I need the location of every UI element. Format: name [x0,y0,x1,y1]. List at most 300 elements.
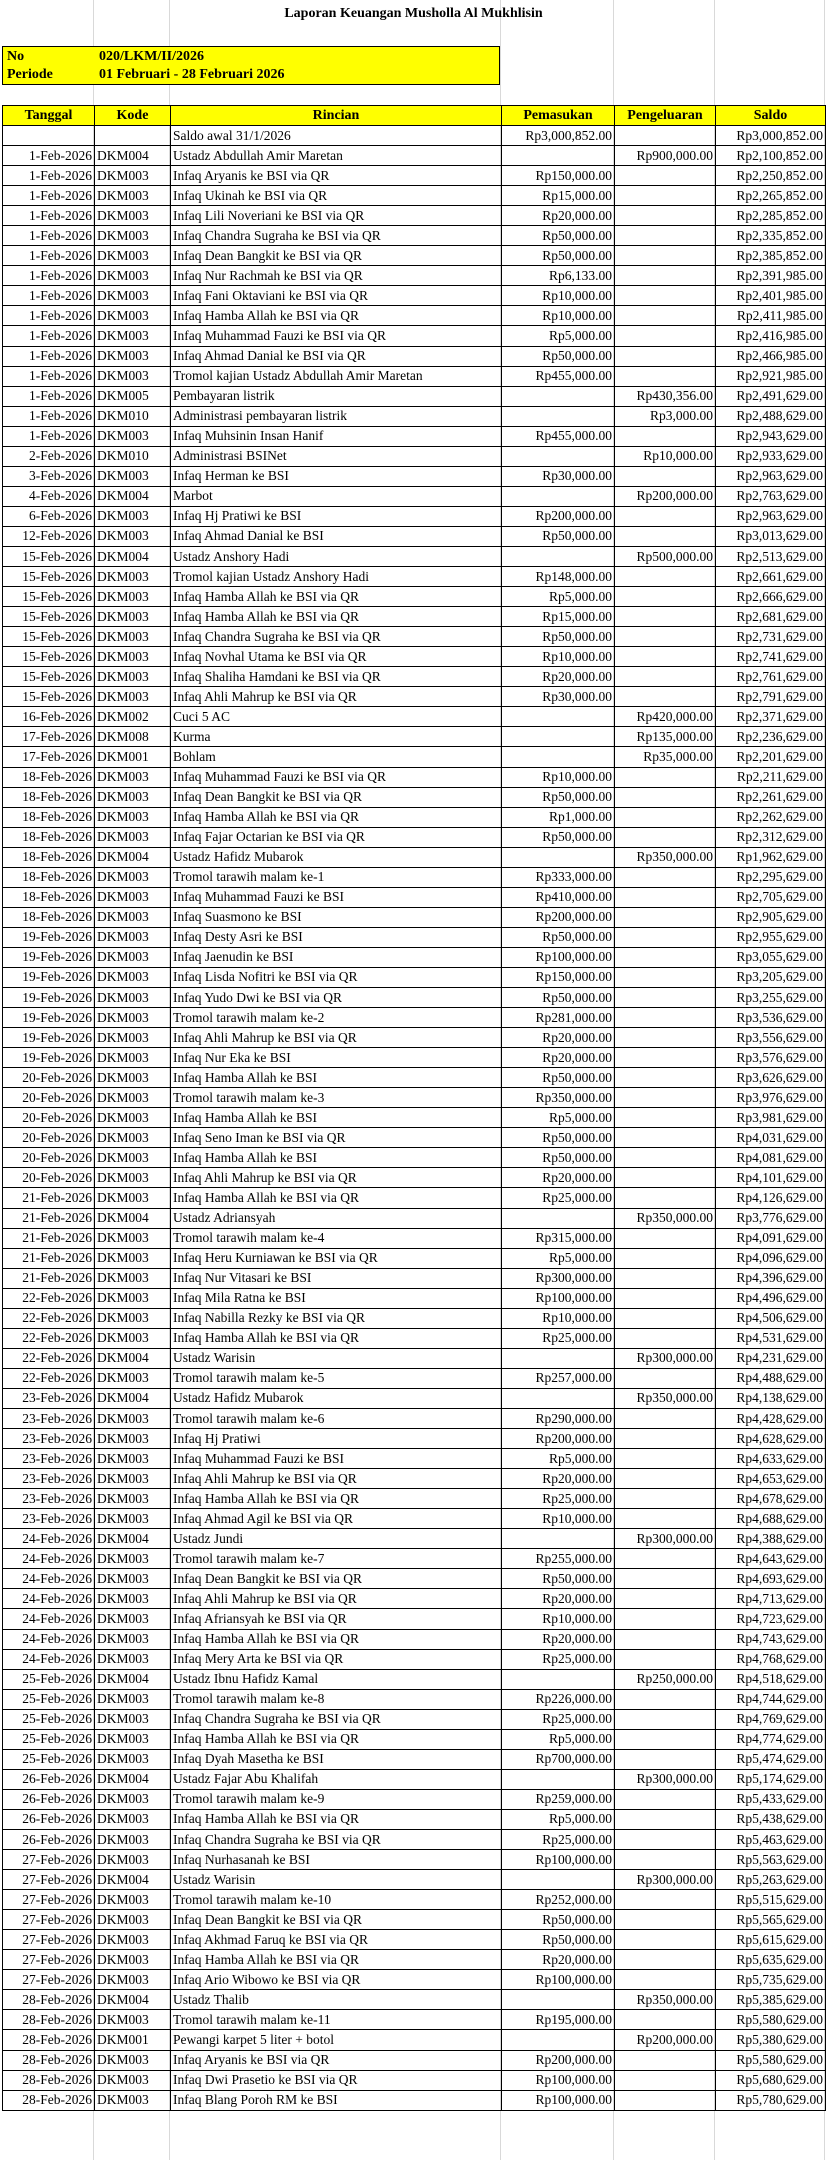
cell-description: Infaq Hamba Allah ke BSI [171,1108,502,1128]
cell-description: Infaq Hamba Allah ke BSI via QR [171,1489,502,1509]
cell-code: DKM003 [95,206,171,226]
cell-income: Rp20,000.00 [502,1629,615,1649]
cell-date: 1-Feb-2026 [3,366,95,386]
cell-description: Tromol tarawih malam ke-9 [171,1789,502,1809]
cell-balance: Rp2,681,629.00 [716,607,826,627]
table-row [3,947,826,967]
cell-code: DKM003 [95,587,171,607]
cell-date: 1-Feb-2026 [3,206,95,226]
cell-code: DKM003 [95,667,171,687]
cell-description: Infaq Akhmad Faruq ke BSI via QR [171,1930,502,1950]
cell-expense [615,907,716,927]
cell-expense [615,1589,716,1609]
cell-income: Rp259,000.00 [502,1789,615,1809]
cell-expense [615,988,716,1008]
cell-balance: Rp2,731,629.00 [716,627,826,647]
cell-expense: Rp430,356.00 [615,386,716,406]
cell-income: Rp226,000.00 [502,1689,615,1709]
column-header-expense: Pengeluaran [615,106,716,126]
cell-description: Infaq Hamba Allah ke BSI [171,1148,502,1168]
cell-expense [615,1930,716,1950]
cell-code: DKM003 [95,807,171,827]
table-row [3,747,826,767]
cell-code: DKM003 [95,1008,171,1028]
table-row [3,1549,826,1569]
cell-description: Infaq Heru Kurniawan ke BSI via QR [171,1248,502,1268]
cell-code: DKM010 [95,446,171,466]
cell-description: Infaq Nur Rachmah ke BSI via QR [171,266,502,286]
cell-balance: Rp2,285,852.00 [716,206,826,226]
cell-balance: Rp5,385,629.00 [716,1990,826,2010]
cell-description: Kurma [171,727,502,747]
cell-expense: Rp250,000.00 [615,1669,716,1689]
cell-income: Rp20,000.00 [502,1168,615,1188]
cell-code: DKM003 [95,1469,171,1489]
cell-date: 15-Feb-2026 [3,607,95,627]
cell-code: DKM003 [95,1930,171,1950]
cell-date: 24-Feb-2026 [3,1529,95,1549]
cell-code: DKM003 [95,2090,171,2110]
cell-code: DKM003 [95,2050,171,2070]
table-row [3,1268,826,1288]
cell-income: Rp5,000.00 [502,1248,615,1268]
cell-date: 27-Feb-2026 [3,1930,95,1950]
cell-income: Rp15,000.00 [502,607,615,627]
cell-expense [615,1328,716,1348]
table-row [3,2050,826,2070]
cell-expense [615,927,716,947]
cell-date: 1-Feb-2026 [3,186,95,206]
cell-expense [615,1028,716,1048]
column-header-description: Rincian [171,106,502,126]
table-row [3,2030,826,2050]
cell-expense [615,1689,716,1709]
table-row [3,647,826,667]
cell-code: DKM004 [95,1208,171,1228]
cell-balance: Rp5,474,629.00 [716,1749,826,1769]
cell-expense [615,1308,716,1328]
cell-expense [615,466,716,486]
cell-balance: Rp2,943,629.00 [716,426,826,446]
table-row [3,346,826,366]
cell-code: DKM004 [95,546,171,566]
cell-date: 25-Feb-2026 [3,1709,95,1729]
cell-date: 18-Feb-2026 [3,827,95,847]
cell-balance: Rp5,635,629.00 [716,1950,826,1970]
cell-description: Infaq Ario Wibowo ke BSI via QR [171,1970,502,1990]
cell-date: 18-Feb-2026 [3,887,95,907]
table-row [3,1008,826,1028]
cell-income [502,727,615,747]
cell-income: Rp30,000.00 [502,687,615,707]
cell-expense [615,687,716,707]
cell-description: Infaq Desty Asri ke BSI [171,927,502,947]
cell-balance: Rp2,905,629.00 [716,907,826,927]
cell-income: Rp25,000.00 [502,1649,615,1669]
cell-date: 24-Feb-2026 [3,1649,95,1669]
cell-date: 25-Feb-2026 [3,1669,95,1689]
cell-date: 19-Feb-2026 [3,927,95,947]
cell-description: Infaq Nur Vitasari ke BSI [171,1268,502,1288]
cell-expense: Rp350,000.00 [615,847,716,867]
cell-code: DKM003 [95,988,171,1008]
table-row [3,967,826,987]
cell-income: Rp50,000.00 [502,526,615,546]
cell-expense [615,567,716,587]
cell-description: Infaq Novhal Utama ke BSI via QR [171,647,502,667]
cell-code: DKM003 [95,1409,171,1429]
cell-balance: Rp2,763,629.00 [716,486,826,506]
cell-description: Ustadz Thalib [171,1990,502,2010]
cell-balance: Rp5,780,629.00 [716,2090,826,2110]
cell-balance: Rp4,138,629.00 [716,1388,826,1408]
cell-date: 27-Feb-2026 [3,1870,95,1890]
cell-date: 25-Feb-2026 [3,1729,95,1749]
cell-income: Rp5,000.00 [502,326,615,346]
table-row [3,1709,826,1729]
cell-code: DKM004 [95,1669,171,1689]
cell-income: Rp100,000.00 [502,1288,615,1308]
cell-description: Infaq Muhammad Fauzi ke BSI [171,887,502,907]
cell-expense [615,226,716,246]
cell-balance: Rp4,628,629.00 [716,1429,826,1449]
cell-description: Infaq Hamba Allah ke BSI via QR [171,1809,502,1829]
cell-income [502,1870,615,1890]
cell-income: Rp350,000.00 [502,1088,615,1108]
cell-description: Pewangi karpet 5 liter + botol [171,2030,502,2050]
table-row [3,1328,826,1348]
cell-income [502,747,615,767]
cell-description: Ustadz Adriansyah [171,1208,502,1228]
cell-expense [615,1489,716,1509]
cell-expense [615,867,716,887]
table-row [3,787,826,807]
cell-date: 20-Feb-2026 [3,1128,95,1148]
cell-balance: Rp5,433,629.00 [716,1789,826,1809]
cell-expense [615,1248,716,1268]
cell-date: 23-Feb-2026 [3,1469,95,1489]
table-row [3,1449,826,1469]
cell-balance: Rp5,380,629.00 [716,2030,826,2050]
cell-date: 21-Feb-2026 [3,1208,95,1228]
table-row [3,1248,826,1268]
cell-code: DKM003 [95,1749,171,1769]
cell-date: 20-Feb-2026 [3,1168,95,1188]
cell-date: 28-Feb-2026 [3,2050,95,2070]
cell-balance: Rp2,312,629.00 [716,827,826,847]
cell-description: Infaq Aryanis ke BSI via QR [171,166,502,186]
cell-expense [615,1890,716,1910]
cell-balance: Rp3,576,629.00 [716,1048,826,1068]
cell-date: 1-Feb-2026 [3,346,95,366]
report-number-label: No [7,49,25,64]
cell-expense [615,1068,716,1088]
table-row [3,1028,826,1048]
cell-balance: Rp2,488,629.00 [716,406,826,426]
cell-code: DKM004 [95,1870,171,1890]
cell-balance: Rp4,678,629.00 [716,1489,826,1509]
cell-expense [615,2070,716,2090]
cell-income: Rp25,000.00 [502,1328,615,1348]
cell-code: DKM003 [95,1910,171,1930]
cell-code: DKM004 [95,1769,171,1789]
cell-balance: Rp5,565,629.00 [716,1910,826,1930]
cell-balance: Rp4,101,629.00 [716,1168,826,1188]
cell-income [502,406,615,426]
cell-code: DKM003 [95,286,171,306]
table-row [3,1769,826,1789]
cell-code: DKM003 [95,346,171,366]
table-row [3,1308,826,1328]
cell-date: 26-Feb-2026 [3,1789,95,1809]
table-row [3,446,826,466]
table-row [3,406,826,426]
cell-description: Infaq Muhammad Fauzi ke BSI [171,1449,502,1469]
cell-expense [615,587,716,607]
cell-income: Rp10,000.00 [502,1509,615,1529]
cell-date: 23-Feb-2026 [3,1429,95,1449]
cell-date: 20-Feb-2026 [3,1148,95,1168]
cell-description: Tromol tarawih malam ke-6 [171,1409,502,1429]
cell-income: Rp150,000.00 [502,967,615,987]
table-row [3,827,826,847]
cell-date: 23-Feb-2026 [3,1409,95,1429]
cell-date: 28-Feb-2026 [3,2090,95,2110]
cell-income: Rp700,000.00 [502,1749,615,1769]
cell-expense: Rp300,000.00 [615,1870,716,1890]
table-row [3,847,826,867]
cell-expense [615,1228,716,1248]
cell-date: 27-Feb-2026 [3,1950,95,1970]
cell-expense [615,346,716,366]
cell-code: DKM003 [95,1128,171,1148]
cell-balance: Rp5,580,629.00 [716,2010,826,2030]
cell-balance: Rp2,666,629.00 [716,587,826,607]
cell-date: 18-Feb-2026 [3,907,95,927]
table-row [3,246,826,266]
cell-income: Rp1,000.00 [502,807,615,827]
cell-date: 28-Feb-2026 [3,2030,95,2050]
table-row [3,546,826,566]
cell-date: 21-Feb-2026 [3,1268,95,1288]
cell-description: Infaq Blang Poroh RM ke BSI [171,2090,502,2110]
cell-balance: Rp2,466,985.00 [716,346,826,366]
cell-code: DKM003 [95,1288,171,1308]
table-row [3,767,826,787]
cell-date: 17-Feb-2026 [3,747,95,767]
cell-description: Infaq Hj Pratiwi ke BSI [171,506,502,526]
table-row [3,126,826,146]
cell-income: Rp300,000.00 [502,1268,615,1288]
cell-date: 23-Feb-2026 [3,1489,95,1509]
cell-description: Infaq Dean Bangkit ke BSI via QR [171,787,502,807]
table-row [3,366,826,386]
table-row [3,506,826,526]
cell-description: Infaq Seno Iman ke BSI via QR [171,1128,502,1148]
ledger-header-row [3,106,826,126]
cell-description: Ustadz Hafidz Mubarok [171,1388,502,1408]
cell-expense [615,186,716,206]
cell-balance: Rp2,513,629.00 [716,546,826,566]
cell-description: Infaq Suasmono ke BSI [171,907,502,927]
cell-balance: Rp3,000,852.00 [716,126,826,146]
column-header-balance: Saldo [716,106,826,126]
cell-description: Ustadz Jundi [171,1529,502,1549]
cell-date: 1-Feb-2026 [3,386,95,406]
table-row [3,1930,826,1950]
cell-balance: Rp2,791,629.00 [716,687,826,707]
cell-balance: Rp5,563,629.00 [716,1850,826,1870]
table-row [3,326,826,346]
cell-income: Rp200,000.00 [502,2050,615,2070]
cell-date: 27-Feb-2026 [3,1970,95,1990]
cell-income: Rp50,000.00 [502,1148,615,1168]
column-header-date: Tanggal [3,106,95,126]
cell-code: DKM003 [95,867,171,887]
cell-date: 1-Feb-2026 [3,226,95,246]
cell-income: Rp50,000.00 [502,346,615,366]
cell-expense: Rp500,000.00 [615,546,716,566]
cell-income: Rp50,000.00 [502,226,615,246]
cell-income: Rp25,000.00 [502,1829,615,1849]
cell-date: 3-Feb-2026 [3,466,95,486]
cell-code: DKM003 [95,647,171,667]
cell-balance: Rp2,371,629.00 [716,707,826,727]
cell-description: Infaq Herman ke BSI [171,466,502,486]
cell-income: Rp10,000.00 [502,306,615,326]
cell-expense [615,506,716,526]
cell-balance: Rp5,174,629.00 [716,1769,826,1789]
cell-code: DKM003 [95,1569,171,1589]
cell-code: DKM003 [95,1068,171,1088]
cell-description: Infaq Chandra Sugraha ke BSI via QR [171,1709,502,1729]
cell-balance: Rp2,391,985.00 [716,266,826,286]
cell-date: 18-Feb-2026 [3,807,95,827]
cell-income: Rp410,000.00 [502,887,615,907]
cell-expense [615,326,716,346]
cell-balance: Rp1,962,629.00 [716,847,826,867]
cell-income: Rp200,000.00 [502,506,615,526]
table-row [3,466,826,486]
cell-expense [615,1629,716,1649]
cell-code: DKM003 [95,1168,171,1188]
table-row [3,807,826,827]
cell-date: 15-Feb-2026 [3,567,95,587]
cell-expense: Rp350,000.00 [615,1990,716,2010]
cell-code: DKM003 [95,1850,171,1870]
cell-date: 1-Feb-2026 [3,266,95,286]
report-number-value: 020/LKM/II/2026 [99,49,205,64]
cell-code: DKM003 [95,246,171,266]
cell-code: DKM003 [95,1789,171,1809]
cell-code: DKM003 [95,226,171,246]
table-row [3,1168,826,1188]
cell-description: Infaq Ahmad Danial ke BSI via QR [171,346,502,366]
cell-income: Rp455,000.00 [502,426,615,446]
cell-expense: Rp900,000.00 [615,146,716,166]
cell-balance: Rp2,211,629.00 [716,767,826,787]
table-row [3,2070,826,2090]
cell-description: Infaq Lisda Nofitri ke BSI via QR [171,967,502,987]
table-row [3,1749,826,1769]
cell-date: 1-Feb-2026 [3,146,95,166]
cell-date: 2-Feb-2026 [3,446,95,466]
cell-balance: Rp4,126,629.00 [716,1188,826,1208]
cell-income: Rp290,000.00 [502,1409,615,1429]
cell-income [502,386,615,406]
cell-description: Infaq Nurhasanah ke BSI [171,1850,502,1870]
cell-balance: Rp2,761,629.00 [716,667,826,687]
table-row [3,1288,826,1308]
cell-expense [615,667,716,687]
cell-balance: Rp2,295,629.00 [716,867,826,887]
cell-expense [615,1288,716,1308]
cell-date: 18-Feb-2026 [3,847,95,867]
cell-balance: Rp5,463,629.00 [716,1829,826,1849]
table-row [3,867,826,887]
cell-description: Administrasi pembayaran listrik [171,406,502,426]
cell-code: DKM003 [95,767,171,787]
cell-date: 1-Feb-2026 [3,326,95,346]
cell-code: DKM003 [95,1890,171,1910]
table-row [3,727,826,747]
cell-description: Marbot [171,486,502,506]
cell-description: Infaq Hamba Allah ke BSI via QR [171,1950,502,1970]
cell-income [502,1529,615,1549]
cell-code: DKM003 [95,1268,171,1288]
cell-income: Rp10,000.00 [502,647,615,667]
cell-balance: Rp2,201,629.00 [716,747,826,767]
cell-balance: Rp3,981,629.00 [716,1108,826,1128]
cell-income: Rp150,000.00 [502,166,615,186]
cell-description: Tromol tarawih malam ke-5 [171,1368,502,1388]
table-row [3,927,826,947]
cell-date: 19-Feb-2026 [3,947,95,967]
cell-description: Infaq Hamba Allah ke BSI via QR [171,607,502,627]
cell-code: DKM003 [95,1549,171,1569]
cell-code: DKM003 [95,366,171,386]
cell-code: DKM005 [95,386,171,406]
cell-code: DKM003 [95,166,171,186]
cell-expense [615,1168,716,1188]
cell-code: DKM001 [95,2030,171,2050]
cell-code: DKM003 [95,1108,171,1128]
cell-balance: Rp4,091,629.00 [716,1228,826,1248]
table-row [3,1048,826,1068]
cell-expense [615,647,716,667]
cell-expense [615,1509,716,1529]
cell-balance: Rp4,396,629.00 [716,1268,826,1288]
cell-expense [615,2010,716,2030]
cell-expense [615,286,716,306]
cell-expense [615,206,716,226]
cell-expense [615,1709,716,1729]
cell-balance: Rp2,100,852.00 [716,146,826,166]
cell-description: Infaq Muhammad Fauzi ke BSI via QR [171,326,502,346]
cell-expense [615,526,716,546]
cell-expense [615,807,716,827]
table-row [3,1148,826,1168]
cell-description: Infaq Fani Oktaviani ke BSI via QR [171,286,502,306]
table-row [3,426,826,446]
cell-income: Rp50,000.00 [502,927,615,947]
cell-date: 19-Feb-2026 [3,1048,95,1068]
report-period-value: 01 Februari - 28 Februari 2026 [99,67,285,82]
cell-income: Rp50,000.00 [502,1930,615,1950]
cell-code: DKM003 [95,506,171,526]
cell-date: 27-Feb-2026 [3,1910,95,1930]
cell-income: Rp5,000.00 [502,1108,615,1128]
